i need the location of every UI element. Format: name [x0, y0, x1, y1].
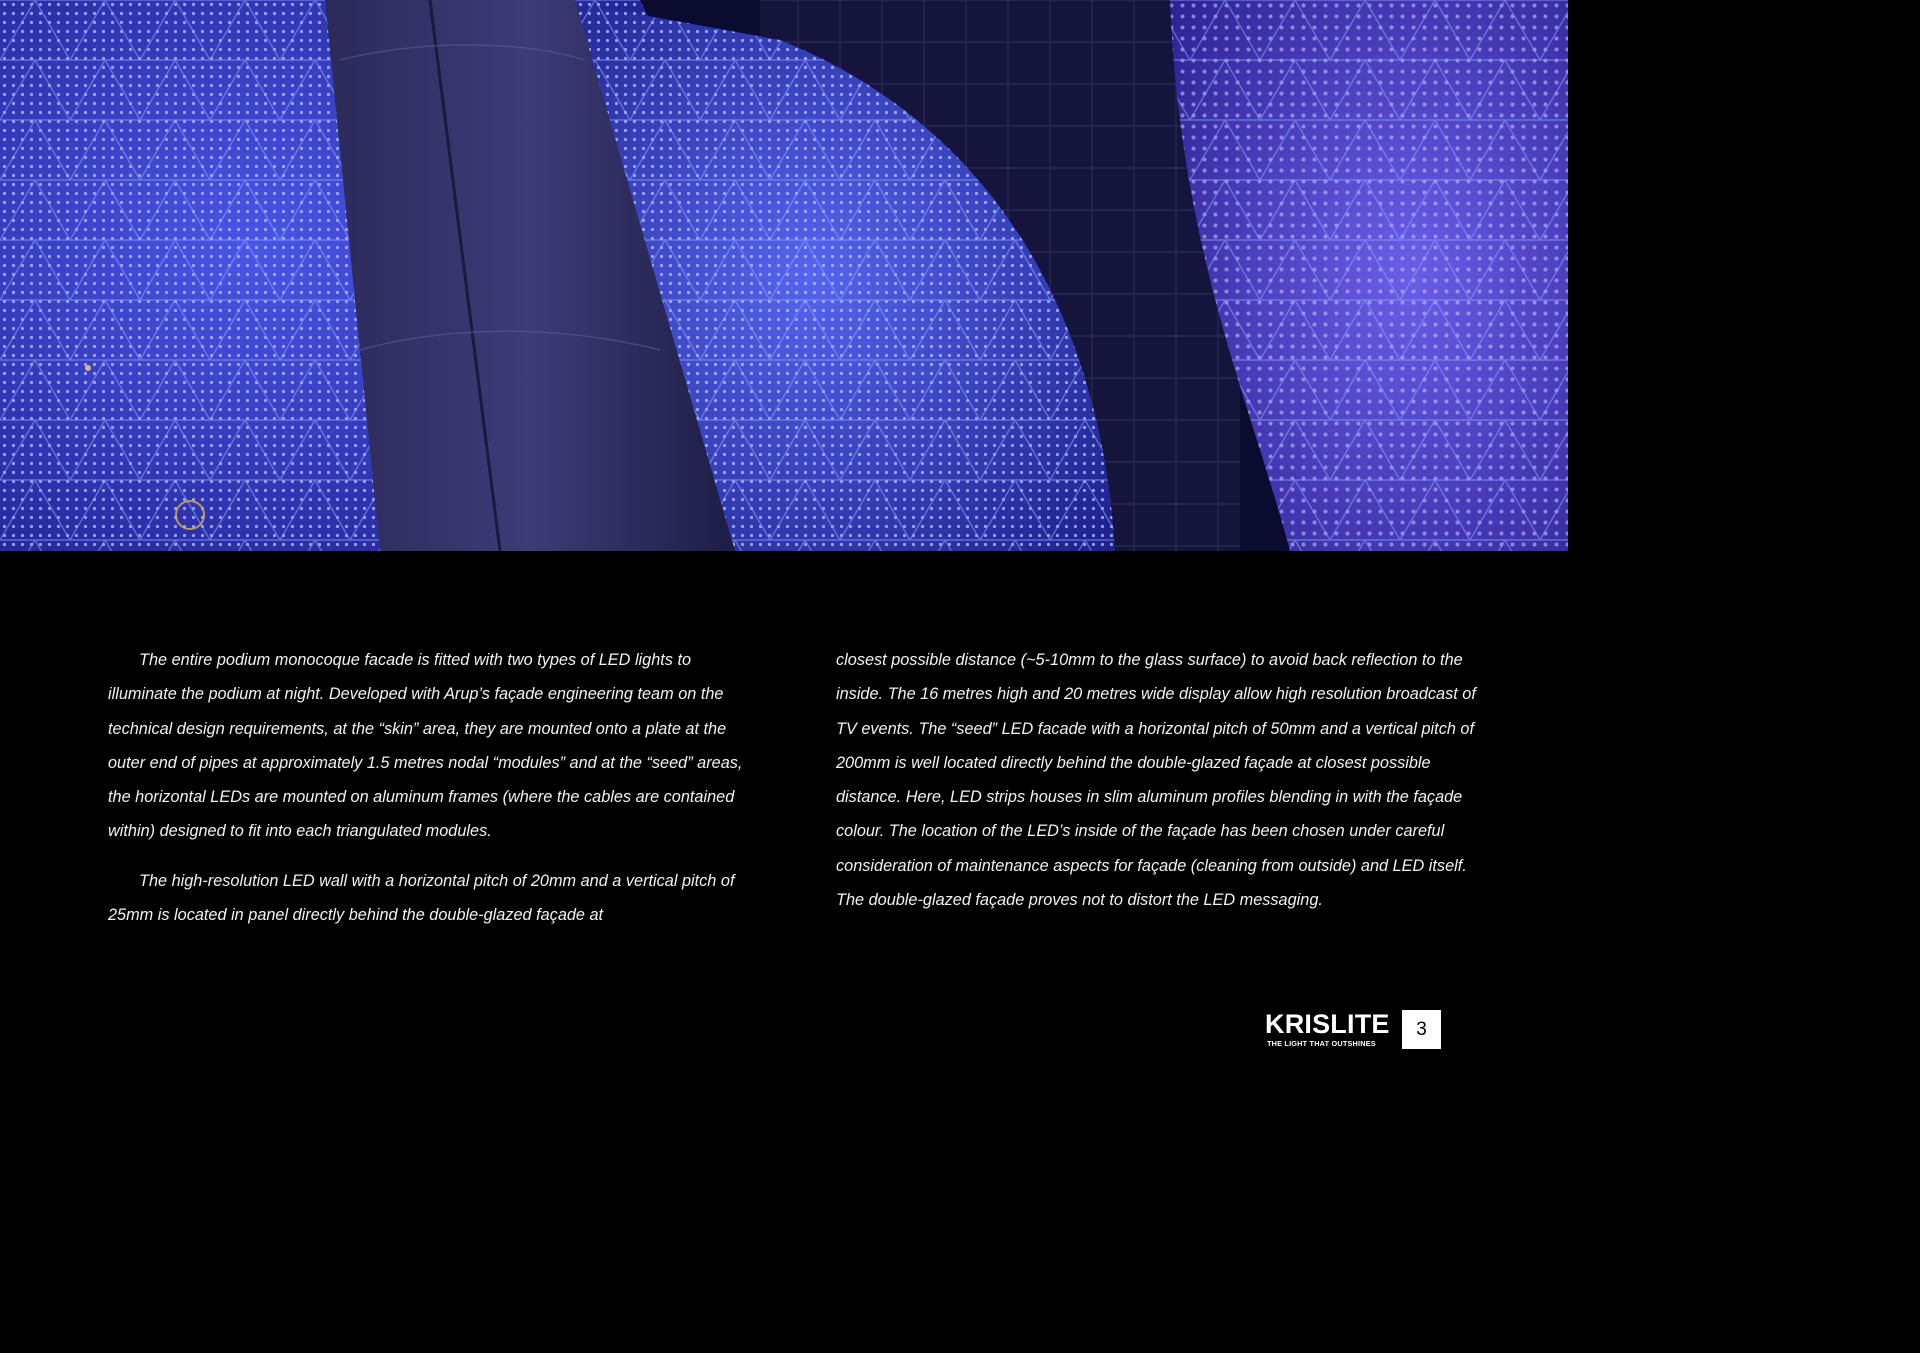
hero-photo [0, 0, 1568, 551]
brand-logo: KRISLITE [1265, 1009, 1390, 1039]
text-column-left [108, 643, 758, 947]
paragraph: The entire podium monocoque facade is fitted with two types of LED lights to illuminate the podium at night. Developed with Arup’s façade engineering team on the technical design requirements, at the “skin” area, they are mounted onto a plate at the outer end of pipes at approximately 1.5 metres nodal “modules” and at the “seed” areas, the horizontal LEDs are mounted on aluminum frames (where the cables are contained within) designed to fit into each triangulated modules. [108, 651, 743, 841]
footer [1263, 1008, 1443, 1052]
brand-tagline: THE LIGHT THAT OUTSHINES [1267, 1039, 1376, 1048]
paragraph: closest possible distance (~5-10mm to the glass surface) to avoid back reflection to the inside. The 16 metres high and 20 metres wide display allow high resolution broadcast of TV events. The “seed” LED facade with a horizontal pitch of 50mm and a vertical pitch of 200mm is well located directly behind the double-glazed façade at closest possible distance. Here, LED strips houses in slim aluminum profiles blending in with the façade colour. The location of the LED’s inside of the façade has been chosen under careful consideration of maintenance aspects for façade (cleaning from outside) and LED itself. The double-glazed façade proves not to distort the LED messaging. [836, 651, 1476, 910]
led-facade-illustration [0, 0, 1568, 551]
text-column-right [836, 643, 1486, 932]
paragraph: The high-resolution LED wall with a horizontal pitch of 20mm and a vertical pitch of 25mm is located in panel directly behind the double-glazed façade at [108, 871, 735, 925]
page-number: 3 [1402, 1010, 1441, 1049]
